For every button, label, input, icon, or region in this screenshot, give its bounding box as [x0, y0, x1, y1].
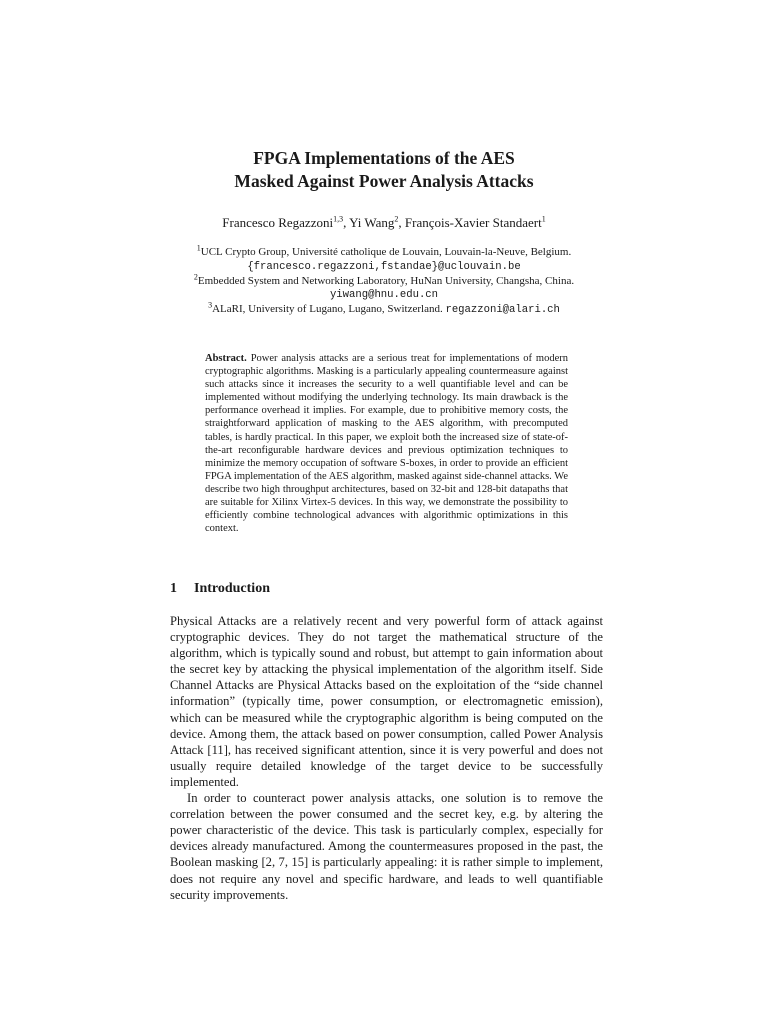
- paper-title: [0, 147, 768, 193]
- author-list: [0, 215, 768, 231]
- affiliation-mark: 1: [196, 243, 201, 253]
- author-separator: ,: [398, 215, 405, 230]
- affiliation-text: UCL Crypto Group, Université catholique de Louvain, Louvain-la-Neuve, Belgium.: [200, 246, 572, 258]
- author-affiliation-mark: 1: [541, 214, 546, 224]
- body-paragraph: In order to counteract power analysis attacks, one solution is to remove the correlation between the power consumed and the secret key, e.g. by altering the power characteristic of the device. This task is particularly complex, especially for devices already manufactured. Among the countermeasures proposed in the past, the Boolean masking [2, 7, 15] is particularly appealing: it is rather simple to implement, does not require any novel and specific hardware, and leads to well quantifiable security improvements.: [170, 791, 603, 902]
- affiliation-email: {francesco.regazzoni,fstandae}@uclouvain.be: [247, 260, 521, 273]
- section-number: 1: [170, 581, 177, 596]
- author-name: Yi Wang: [349, 215, 395, 230]
- affiliation-text: Embedded System and Networking Laboratory, HuNan University, Changsha, China.: [197, 274, 575, 287]
- affiliation-3: [0, 300, 768, 318]
- author-separator: ,: [343, 215, 350, 230]
- section-title: Introduction: [194, 581, 270, 596]
- author-affiliation-mark: 2: [394, 214, 399, 224]
- affiliation-text: ALaRI, University of Lugano, Lugano, Switzerland.: [212, 303, 443, 316]
- affiliation-email: yiwang@hnu.edu.cn: [329, 289, 439, 302]
- author-affiliation-mark: 1,3: [333, 214, 344, 224]
- author-name: François-Xavier Standaert: [404, 215, 542, 230]
- title-line-2: Masked Against Power Analysis Attacks: [234, 171, 534, 191]
- author-name: Francesco Regazzoni: [222, 215, 334, 230]
- abstract-text: Power analysis attacks are a serious treat for implementations of modern cryptographic algorithms. Masking is a particularly appealing countermeasure against such attacks since it increases the security to a well quantifiable level and can be implemented without modifying the underlying technology. Its main drawback is the performance overhead it implies. For example, due to prohibitive memory costs, the straightforward application of masking to the AES algorithm, with precomputed tables, is hardly practical. In this paper, we exploit both the increased size of state-of-the-art reconfigurable hardware devices and previous optimization techniques to minimize the memory occupation of software S-boxes, in order to provide an efficient FPGA implementation of the AES algorithm, masked against side-channel attacks. We describe two high throughput architectures, based on 32-bit and 128-bit datapaths that are suitable for Xilinx Virtex-5 devices. In this way, we demonstrate the possibility to efficiently combine technological advances with algorithmic optimizations in this context.: [205, 353, 568, 535]
- section-body: [170, 613, 603, 903]
- affiliations: [0, 243, 768, 318]
- body-paragraph: Physical Attacks are a relatively recent and very powerful form of attack against cryptographic devices. They do not target the mathematical structure of the algorithm, which is typically sound and robust, but attempt to gain information about the secret key by attacking the physical implementation of the algorithm itself. Side Channel Attacks are Physical Attacks based on the exploitation of the “side channel information” (typically time, power consumption, or electromagnetic emission), which can be measured while the cryptographic algorithm is being computed on the device. Among them, the attack based on power consumption, called Power Analysis Attack [11], has received significant attention, since it is very powerful and does not usually require detailed knowledge of the target device to be successfully implemented.: [170, 614, 603, 789]
- affiliation-mark: 3: [208, 300, 213, 310]
- affiliation-email: regazzoni@alari.ch: [445, 304, 560, 317]
- affiliation-2-email-line: [0, 288, 768, 303]
- abstract-label: Abstract.: [205, 353, 247, 364]
- section-heading: [170, 580, 270, 598]
- affiliation-mark: 2: [193, 271, 198, 281]
- title-line-1: FPGA Implementations of the AES: [253, 148, 515, 168]
- affiliation-1: [0, 243, 768, 260]
- abstract: [205, 352, 568, 535]
- affiliation-2: [0, 271, 768, 289]
- affiliation-1-email-line: [0, 260, 768, 275]
